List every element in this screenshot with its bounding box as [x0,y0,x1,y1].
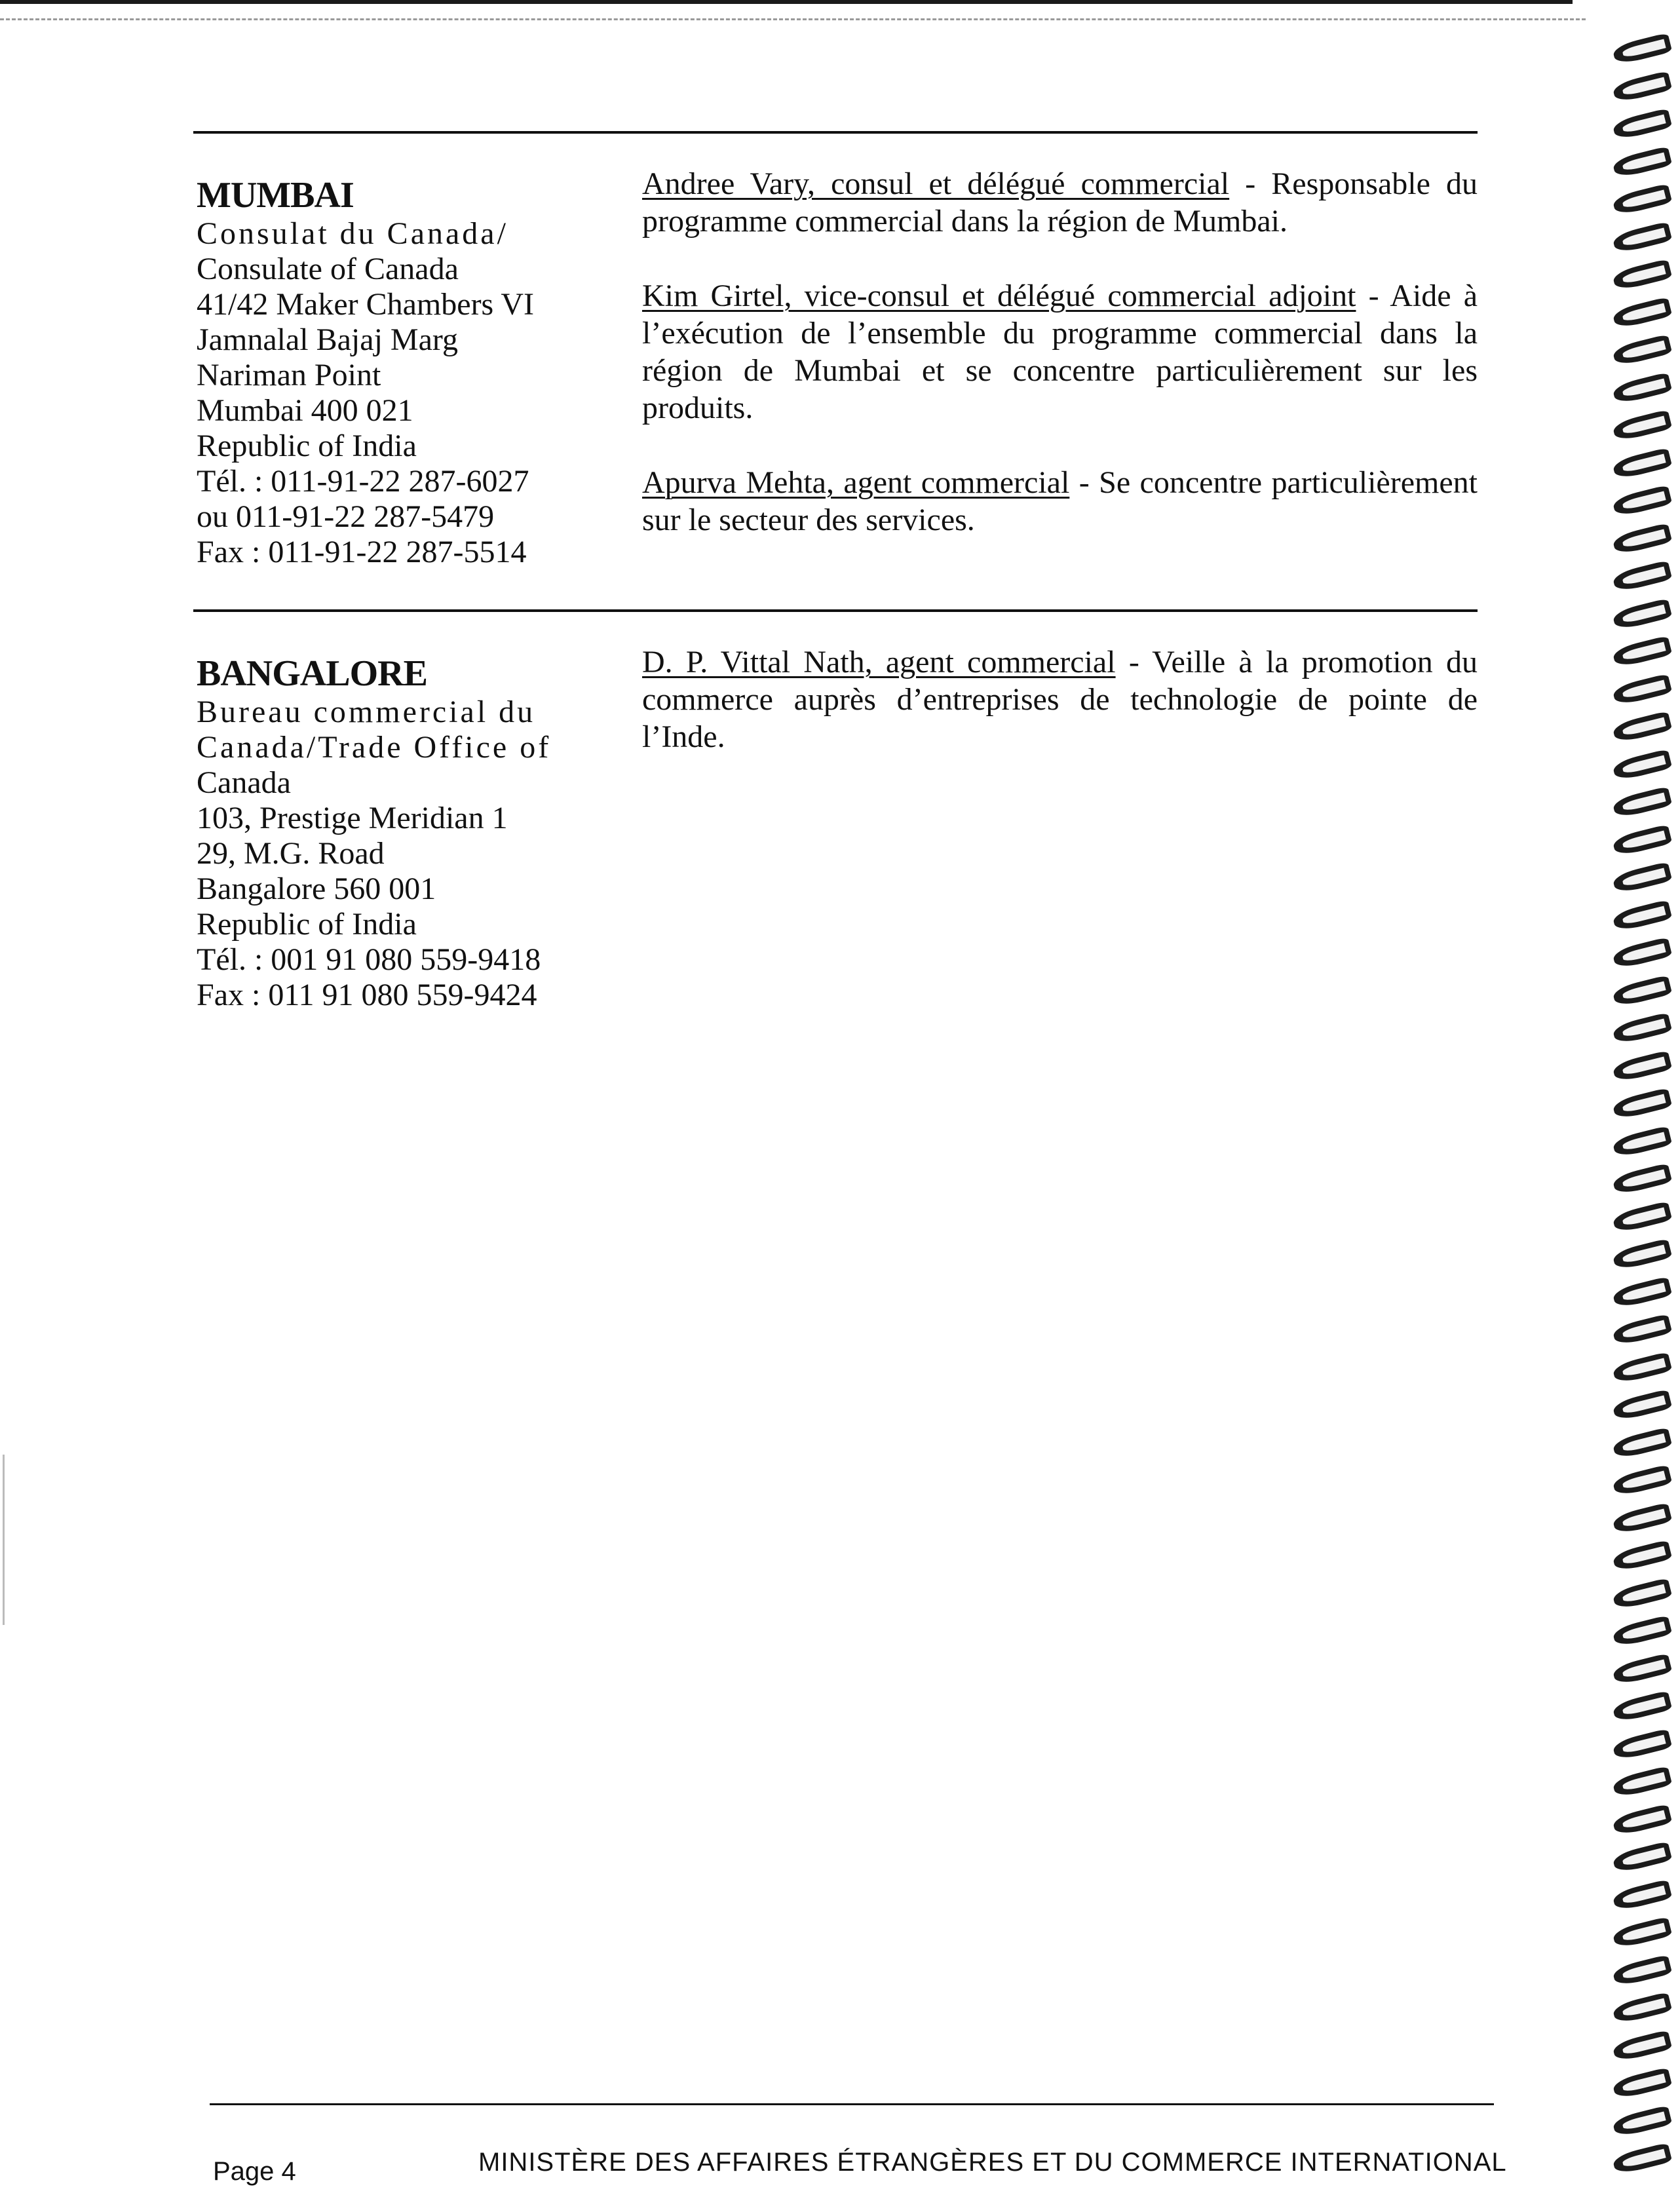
fax-line: Fax : 011-91-22 287-5514 [197,535,527,569]
binding-coil [1612,1728,1673,1761]
fax-line: Fax : 011 91 080 559-9424 [197,978,537,1012]
binding-coil [1612,937,1673,970]
office-address-bangalore [197,653,563,1013]
address-line: Canada/Trade Office of [197,730,552,765]
footer-ministry: MINISTÈRE DES AFFAIRES ÉTRANGÈRES ET DU COMMERCE INTERNATIONAL [478,2148,1507,2177]
binding-coil [1612,1992,1673,2025]
section-divider [193,131,1478,134]
office-contacts-mumbai [642,165,1478,576]
address-line: Republic of India [197,907,417,942]
binding-coil [1612,560,1673,593]
address-line: Canada [197,765,291,800]
binding-coil [1612,974,1673,1007]
binding-coil [1612,1879,1673,1911]
binding-coil [1612,899,1673,932]
address-line: Jamnalal Bajaj Marg [197,322,458,357]
binding-coil [1612,1351,1673,1384]
binding-coil [1612,1012,1673,1045]
binding-coil [1612,108,1673,141]
binding-coil [1612,334,1673,367]
address-line: 103, Prestige Meridian 1 [197,801,508,835]
address-line: 41/42 Maker Chambers VI [197,287,535,322]
contact-entry [642,643,1478,755]
binding-coil [1612,1125,1673,1158]
address-line: Consulat du Canada/ [197,216,508,251]
binding-coil [1612,1540,1673,1573]
office-address-mumbai [197,174,563,570]
address-line: Mumbai 400 021 [197,393,413,428]
footer-divider [210,2103,1494,2105]
page-number: Page 4 [213,2157,296,2186]
binding-coil [1612,447,1673,480]
contact-description: - Veille à la promotion du commerce auprès d’entreprises de technologie de pointe de l’Inde. [642,645,1478,754]
binding-coil [1612,824,1673,856]
spiral-binding [1605,26,1677,2188]
office-city: MUMBAI [197,175,354,216]
binding-coil [1612,2105,1673,2137]
scan-edge [0,0,1573,4]
binding-coil [1612,485,1673,518]
binding-coil [1612,786,1673,819]
binding-coil [1612,70,1673,103]
binding-coil [1612,1314,1673,1346]
binding-coil [1612,1690,1673,1723]
binding-coil [1612,1954,1673,1987]
section-divider [193,609,1478,612]
contact-name: D. P. Vittal Nath, agent commercial [642,645,1116,679]
binding-coil [1612,2029,1673,2062]
scan-edge-dashed [0,18,1586,20]
binding-coil [1612,1088,1673,1120]
binding-coil [1612,1841,1673,1874]
binding-coil [1612,145,1673,178]
binding-coil [1612,1163,1673,1196]
binding-coil [1612,1464,1673,1497]
binding-coil [1612,183,1673,216]
binding-coil [1612,1577,1673,1610]
binding-coil [1612,862,1673,894]
binding-coil [1612,522,1673,555]
address-line: Bureau commercial du [197,695,536,729]
phone-line: ou 011-91-22 287-5479 [197,499,495,534]
binding-coil [1612,673,1673,706]
binding-coil [1612,1766,1673,1799]
binding-coil [1612,33,1673,66]
contact-description: - Se concentre particulièrement sur le secteur des services. [642,465,1478,537]
contact-entry [642,464,1478,539]
binding-coil [1612,1238,1673,1271]
office-contacts-bangalore [642,643,1478,793]
binding-coil [1612,1200,1673,1233]
binding-coil [1612,296,1673,329]
contact-entry [642,165,1478,240]
binding-coil [1612,1502,1673,1535]
binding-coil [1612,598,1673,630]
binding-coil [1612,372,1673,404]
office-city: BANGALORE [197,653,427,694]
binding-coil [1612,1652,1673,1685]
scan-edge-left [3,1455,5,1625]
address-line: Consulate of Canada [197,252,459,286]
binding-coil [1612,2067,1673,2100]
binding-coil [1612,1276,1673,1308]
binding-coil [1612,1426,1673,1459]
binding-coil [1612,1615,1673,1648]
contact-description: - Aide à l’exécution de l’ensemble du programme commercial dans la région de Mumbai et se concentre particulièrement sur les produits. [642,278,1478,425]
binding-coil [1612,711,1673,744]
phone-line: Tél. : 001 91 080 559-9418 [197,942,541,977]
binding-coil [1612,2143,1673,2175]
binding-coil [1612,1389,1673,1422]
binding-coil [1612,748,1673,781]
phone-line: Tél. : 011-91-22 287-6027 [197,464,529,499]
binding-coil [1612,1050,1673,1082]
binding-coil [1612,1917,1673,1949]
contact-name: Apurva Mehta, agent commercial [642,465,1070,500]
address-line: Nariman Point [197,358,381,392]
contact-entry [642,277,1478,427]
binding-coil [1612,259,1673,292]
binding-coil [1612,410,1673,442]
contact-description: - Responsable du programme commercial dans la région de Mumbai. [642,166,1478,239]
binding-coil [1612,636,1673,668]
contact-name: Kim Girtel, vice-consul et délégué commercial adjoint [642,278,1356,313]
address-line: Bangalore 560 001 [197,871,436,906]
address-line: 29, M.G. Road [197,836,385,871]
contact-name: Andree Vary, consul et délégué commercial [642,166,1230,201]
binding-coil [1612,221,1673,254]
address-line: Republic of India [197,429,417,463]
binding-coil [1612,1803,1673,1836]
